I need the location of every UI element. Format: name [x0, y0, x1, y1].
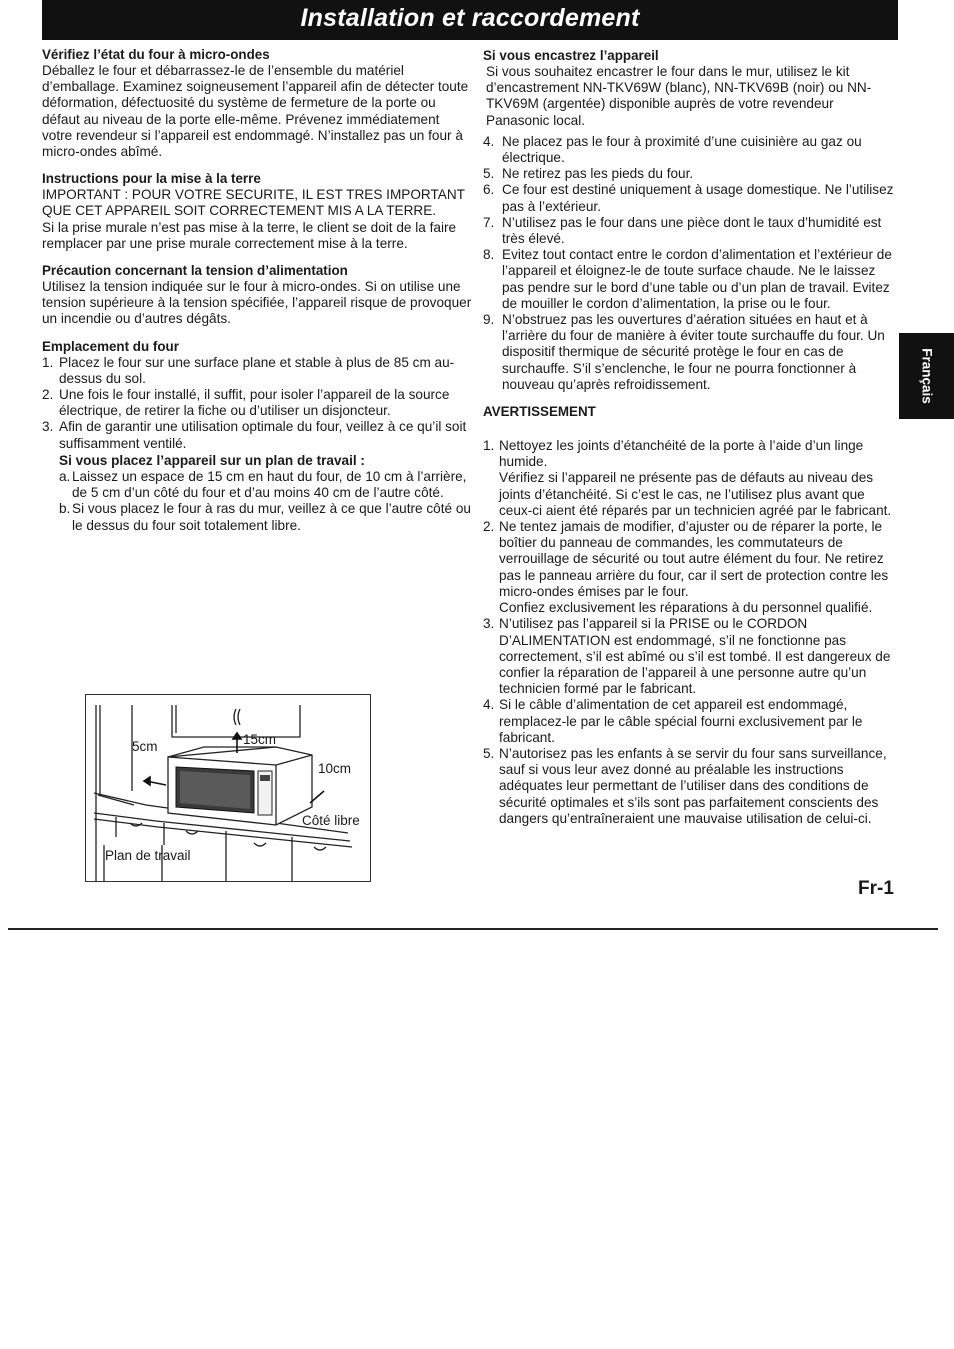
- list-item: [483, 247, 897, 312]
- item-number: 3.: [42, 419, 54, 435]
- item-number: 5.: [483, 745, 495, 761]
- item-text: Si vous placez le four à ras du mur, veillez à ce que l’autre côté ou le dessus du four soit totalement libre.: [72, 501, 471, 533]
- section-built-in: [483, 47, 897, 129]
- list-item: [42, 419, 472, 451]
- item-text: N’utilisez pas le four dans une pièce dont le taux d’humidité est très élevé.: [502, 214, 882, 247]
- item-text: Une fois le four installé, il suffit, pour isoler l’appareil de la source électrique, de retirer la fiche ou d’utiliser un disjoncteur.: [59, 387, 450, 419]
- item-continuation: Vérifiez si l’appareil ne présente pas de défauts au niveau des joints d’étanchéité. Si c’est le cas, ne l’utilisez plus avant que ceux-ci aient été réparés par un technicien agréé par le fabricant.: [499, 470, 892, 518]
- left-column: [42, 46, 472, 534]
- section-body: Si vous souhaitez encastrer le four dans le mur, utilisez le kit d’encastrement NN-TKV69W (blanc), NN-TKV69B (noir) ou NN-TKV69M (argentée) disponible auprès de votre revendeur Panasonic local.: [486, 64, 872, 128]
- page-number: Fr-1: [858, 878, 894, 899]
- item-number: 6.: [483, 182, 495, 198]
- item-text: Laissez un espace de 15 cm en haut du four, de 10 cm à l’arrière, de 5 cm d’un côté du four et d’au moins 40 cm de l’autre côté.: [72, 469, 467, 501]
- item-number: 3.: [483, 616, 495, 632]
- free-side-label: Côté libre: [302, 813, 360, 828]
- item-text: Si le câble d’alimentation de cet appareil est endommagé, remplacez-le par le câble spécial fourni exclusivement par le fabricant.: [499, 697, 863, 745]
- clearance-top-label: 15cm: [243, 732, 277, 747]
- item-text: Ne retirez pas les pieds du four.: [502, 166, 694, 182]
- list-item: [42, 501, 472, 533]
- item-text: N’autorisez pas les enfants à se servir du four sans surveillance, sauf si vous leur avez donné au préalable les instructions adéquates leur permettant de l’utiliser dans des conditions de sécurité optimales et s’ils sont pas parfaitement conscients des dangers qu’entraîneraient une mauvaise utilisation de celui-ci.: [499, 745, 887, 826]
- placement-list: [42, 355, 472, 452]
- section-body: Utilisez la tension indiquée sur le four à micro-ondes. Si on utilise une tension supérieure à la tension spécifiée, l’appareil risque de provoquer un incendie ou d’autres dégâts.: [42, 279, 472, 327]
- section-heading: Si vous encastrez l’appareil: [483, 48, 659, 63]
- section-heading: Emplacement du four: [42, 338, 179, 354]
- page-title: Installation et raccordement: [300, 4, 640, 32]
- item-text: Evitez tout contact entre le cordon d’alimentation et l’extérieur de l’appareil et éloignez-le de toute surface chaude. Ne le laissez pas pendre sur le bord d’une table ou d’un plan de travail. Evitez de mouiller le cordon d’alimentation, la prise ou le four.: [502, 247, 892, 311]
- item-letter: a.: [59, 469, 71, 485]
- list-item: [483, 312, 897, 393]
- section-heading: Instructions pour la mise à la terre: [42, 171, 261, 187]
- section-voltage: [42, 262, 472, 328]
- item-text: Ce four est destiné uniquement à usage domestique. Ne l’utilisez pas à l’extérieur.: [502, 182, 894, 214]
- item-text: Placez le four sur une surface plane et stable à plus de 85 cm au-dessus du sol.: [59, 354, 455, 386]
- right-column: [483, 47, 897, 827]
- list-item: [483, 166, 897, 182]
- item-text: N’obstruez pas les ouvertures d’aération situées en haut et à l’arrière du four de manière à éviter toute surchauffe du four. Un dispositif thermique de sécurité protège le four en cas de surchauffe. S’il s’enclenche, le four ne pourra fonctionner à nouveau qu’après refroidissement.: [502, 312, 885, 392]
- title-bar: [42, 0, 898, 40]
- list-item: [483, 746, 897, 827]
- item-text: N’utilisez pas l’appareil si la PRISE ou le CORDON D’ALIMENTATION est endommagé, s’il ne fonctionne pas correctement, s’il est abîmé ou s’il est tombé. Il est dangereux de confier la réparation de l’appareil à une personne autre qu’un technicien formé par le fabricant.: [499, 616, 891, 697]
- item-continuation: Confiez exclusivement les réparations à du personnel qualifié.: [499, 600, 873, 616]
- placement-list-continued: [483, 134, 897, 393]
- list-item: [42, 469, 472, 501]
- bottom-divider: [8, 928, 938, 930]
- list-item: [483, 616, 897, 697]
- language-tab: [899, 333, 954, 419]
- warning-heading: AVERTISSEMENT: [483, 404, 596, 420]
- section-heading: Vérifiez l’état du four à micro-ondes: [42, 47, 270, 62]
- section-grounding: [42, 170, 472, 252]
- item-number: 8.: [483, 247, 495, 263]
- important-notice: IMPORTANT : POUR VOTRE SECURITE, IL EST TRES IMPORTANT QUE CET APPAREIL SOIT CORRECTEMENT MIS A LA TERRE.: [42, 187, 465, 219]
- item-number: 4.: [483, 697, 495, 713]
- list-item: [42, 387, 472, 419]
- item-text: Afin de garantir une utilisation optimale du four, veillez à ce qu’il soit suffisamment ventilé.: [59, 419, 467, 451]
- item-number: 4.: [483, 133, 495, 149]
- section-body: Déballez le four et débarrassez-le de l’ensemble du matériel d’emballage. Examinez soigneusement l’appareil afin de détecter toute déformation, défectuosité du système de fermeture de la porte ou défaut au niveau de la porte elle-même. Prévenez immédiatement votre revendeur si l’appareil est endommagé. N’installez pas un four à micro-ondes abîmé.: [42, 63, 469, 160]
- list-item: [483, 697, 897, 746]
- item-number: 1.: [483, 438, 495, 454]
- item-text: Ne tentez jamais de modifier, d’ajuster ou de réparer la porte, le boîtier du panneau de commandes, les commutateurs de verrouillage de sécurité ou tout autre élément du four. Ne retirez pas le panneau arrière du four, car il sert de protection contre les micro-ondes émises par le four.: [499, 519, 889, 599]
- list-item: [42, 355, 472, 387]
- section-warning: [483, 403, 897, 827]
- section-body: Si la prise murale n’est pas mise à la terre, le client se doit de la faire remplacer par une prise murale correctement mise à la terre.: [42, 219, 457, 251]
- section-check-oven: [42, 46, 472, 160]
- item-number: 1.: [42, 354, 54, 370]
- list-item: [483, 519, 897, 616]
- warning-list: [483, 438, 897, 827]
- item-letter: b.: [59, 501, 71, 517]
- item-text: Nettoyez les joints d’étanchéité de la porte à l’aide d’un linge humide.: [499, 438, 864, 470]
- list-item: [483, 134, 897, 166]
- item-text: Ne placez pas le four à proximité d’une cuisinière au gaz ou électrique.: [502, 133, 862, 166]
- item-number: 2.: [483, 519, 495, 535]
- worktop-list: [42, 469, 472, 534]
- item-number: 9.: [483, 312, 495, 328]
- item-number: 2.: [42, 387, 54, 403]
- subsection-heading: Si vous placez l’appareil sur un plan de travail :: [59, 452, 365, 468]
- list-item: [483, 215, 897, 247]
- clearance-back-label: 10cm: [318, 761, 352, 776]
- clearance-side-label: 5cm: [132, 739, 158, 754]
- section-placement: [42, 338, 472, 534]
- list-item: [483, 438, 897, 519]
- list-item: [483, 182, 897, 214]
- installation-illustration: [85, 694, 371, 882]
- section-heading: Précaution concernant la tension d’alimentation: [42, 263, 348, 279]
- language-tab-label: Français: [919, 348, 934, 404]
- item-number: 7.: [483, 214, 495, 230]
- worktop-label: Plan de travail: [105, 848, 191, 863]
- item-number: 5.: [483, 166, 495, 182]
